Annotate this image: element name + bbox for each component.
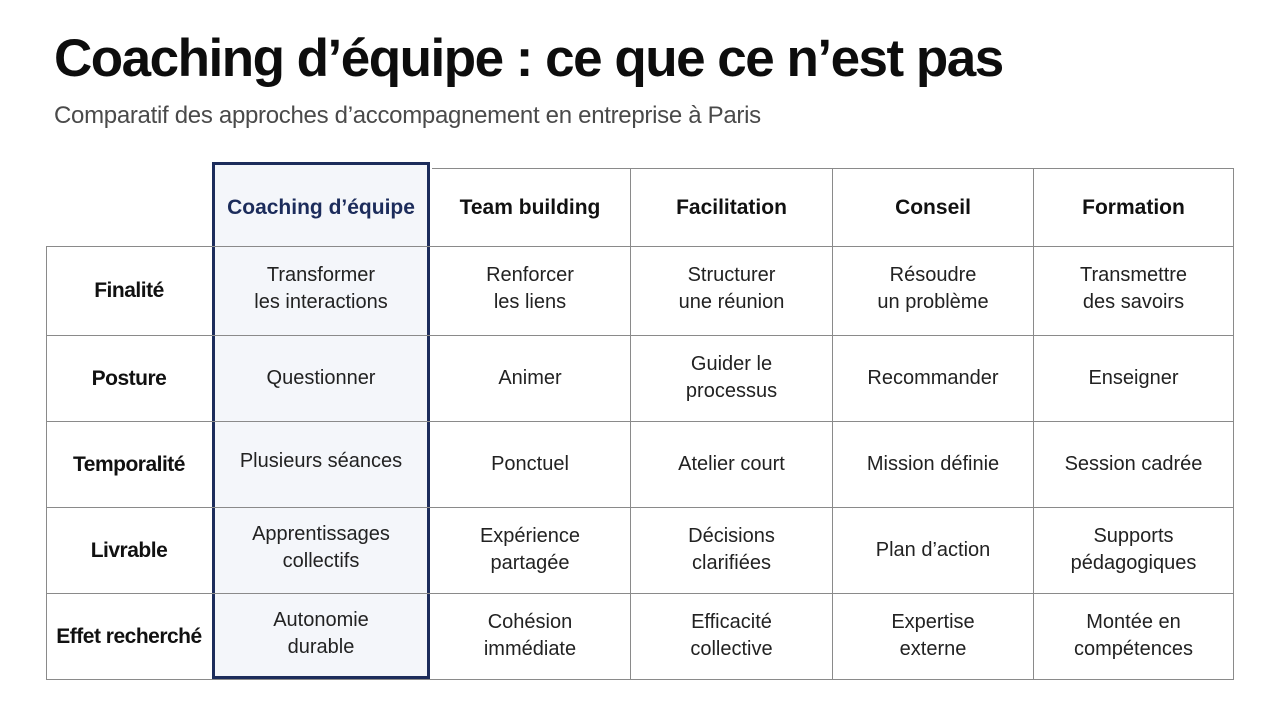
row-label-posture: Posture: [91, 366, 167, 390]
table-cell: Renforcer les liens: [486, 264, 574, 313]
column-header-formation: Formation: [1082, 195, 1185, 219]
row-label-effet-recherche: Effet recherché: [56, 624, 202, 648]
table-cell: Cohésion immédiate: [483, 611, 577, 660]
table-cell: Efficacité collective: [690, 611, 773, 660]
comparison-table: [46, 168, 1234, 680]
table-cell: Guider le processus: [685, 353, 778, 402]
table-cell: Mission définie: [866, 452, 1000, 475]
table-cell: Session cadrée: [1064, 452, 1203, 475]
table-cell: Apprentissages collectifs: [252, 523, 390, 572]
page-title: Coaching d’équipe : ce que ce n’est pas: [54, 29, 1003, 88]
table-cell: Questionner: [266, 366, 376, 389]
table-line: [1233, 168, 1234, 680]
page-subtitle: Comparatif des approches d’accompagnement en entreprise à Paris: [54, 102, 761, 129]
table-cell: Transformer les interactions: [254, 264, 388, 313]
column-header-team-building: Team building: [459, 195, 601, 219]
column-header-conseil: Conseil: [895, 195, 971, 219]
table-cell: Résoudre un problème: [877, 264, 989, 313]
column-header-facilitation: Facilitation: [676, 195, 787, 219]
table-cell: Plusieurs séances: [239, 449, 403, 472]
table-cell: Expérience partagée: [479, 525, 581, 574]
row-label-temporalite: Temporalité: [73, 452, 185, 476]
table-cell: Supports pédagogiques: [1070, 525, 1197, 574]
table-cell: Décisions clarifiées: [688, 525, 775, 574]
table-cell: Transmettre des savoirs: [1079, 264, 1188, 313]
row-label-finalite: Finalité: [94, 279, 164, 302]
table-cell: Montée en compétences: [1074, 611, 1193, 660]
table-cell: Recommander: [867, 366, 999, 389]
table-cell: Animer: [498, 366, 562, 389]
table-cell: Ponctuel: [491, 452, 569, 475]
table-cell: Plan d’action: [875, 538, 991, 561]
table-cell: Enseigner: [1088, 366, 1179, 389]
table-line: [46, 679, 1234, 680]
table-cell: Structurer une réunion: [678, 264, 785, 313]
table-cell: Autonomie durable: [273, 609, 369, 658]
column-header-coaching: Coaching d’équipe: [227, 195, 415, 219]
table-cell: Expertise externe: [891, 611, 975, 660]
row-label-livrable: Livrable: [90, 538, 168, 562]
table-cell: Atelier court: [678, 452, 785, 475]
